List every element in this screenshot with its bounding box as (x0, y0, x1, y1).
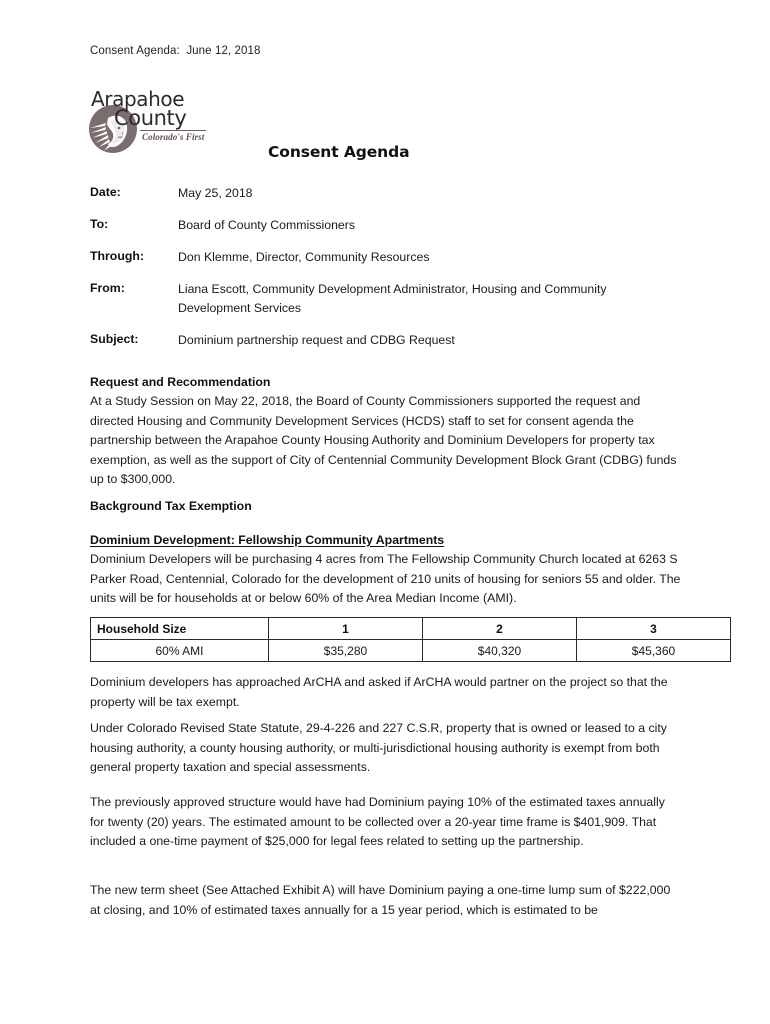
section-previous-structure (90, 793, 682, 852)
memo-label-date: Date: (90, 185, 121, 199)
logo-line-arapahoe: Arapahoe (91, 87, 185, 111)
logo-divider-rule (140, 130, 206, 131)
memo-label-subject: Subject: (90, 332, 139, 346)
running-header: Consent Agenda: June 12, 2018 (90, 45, 261, 57)
memo-label-from: From: (90, 281, 125, 295)
heading-background-tax-exemption: Background Tax Exemption (90, 499, 252, 513)
memo-row-date (90, 184, 690, 203)
memo-value-through: Don Klemme, Director, Community Resources (178, 250, 430, 264)
memo-row-through (90, 248, 690, 267)
paragraph-colorado-statute: Under Colorado Revised State Statute, 29-4-226 and 227 C.S.R, property that is owned or leased to a city housing authority, a county housing authority, or multi-jurisdictional housing authority is exempt from both general property taxation and special assessments. (90, 721, 667, 775)
household-size-ami-table (90, 617, 731, 662)
paragraph-new-term-sheet: The new term sheet (See Attached Exhibit A) will have Dominium paying a one-time lump sum of $222,000 at closing, and 10% of estimated taxes annually for a 15 year period, which is estimated to be (90, 883, 671, 917)
heading-dominium-development: Dominium Development: Fellowship Community Apartments (90, 533, 445, 547)
logo-wordmark (88, 88, 218, 160)
memo-label-to: To: (90, 217, 109, 231)
table-header-household-size: Household Size (91, 618, 269, 640)
paragraph-request-and-recommendation: At a Study Session on May 22, 2018, the Board of County Commissioners supported the request and directed Housing and Community Development Services (HCDS) staff to set for consent agenda the partnership between the Arapahoe County Housing Authority and Dominium Developers for property tax exemption, as well as the support of City of Centennial Community Development Block Grant (CDBG) funds up to $300,000. (90, 394, 677, 487)
table-header-size-3: 3 (577, 618, 731, 640)
page-title: Consent Agenda (268, 143, 410, 161)
memo-row-from (90, 280, 690, 318)
table-row-header (91, 618, 731, 640)
table-cell-ami-size-1: $35,280 (269, 640, 423, 662)
table-cell-ami-size-3: $45,360 (577, 640, 731, 662)
section-archa-partnership (90, 673, 682, 712)
memo-row-subject (90, 331, 690, 350)
table-cell-ami-label: 60% AMI (91, 640, 269, 662)
table-header-size-2: 2 (423, 618, 577, 640)
memo-value-from: Liana Escott, Community Development Administrator, Housing and Community Development Services (178, 282, 607, 315)
table-header-size-1: 1 (269, 618, 423, 640)
logo-line-county: County (114, 106, 187, 130)
memo-value-to: Board of County Commissioners (178, 218, 356, 232)
section-colorado-statute (90, 719, 682, 778)
section-request-and-recommendation (90, 373, 682, 490)
paragraph-dominium-development: Dominium Developers will be purchasing 4 acres from The Fellowship Community Church located at 6263 S Parker Road, Centennial, Colorado for the development of 210 units of housing for seniors 55 and older. The units will be for households at or below 60% of the Area Median Income (AMI). (90, 552, 681, 606)
heading-request-and-recommendation: Request and Recommendation (90, 375, 271, 389)
memo-row-to (90, 216, 690, 235)
table-cell-ami-size-2: $40,320 (423, 640, 577, 662)
logo-tagline: Colorado's First (142, 132, 205, 142)
section-new-term-sheet (90, 881, 682, 920)
memo-value-subject: Dominium partnership request and CDBG Request (178, 333, 455, 347)
table-row-60-percent-ami (91, 640, 731, 662)
memo-label-through: Through: (90, 249, 144, 263)
memo-header-fields (90, 184, 690, 363)
section-dominium-development (90, 531, 682, 609)
section-background-tax-exemption (90, 497, 682, 516)
arapahoe-county-logo (88, 88, 218, 160)
paragraph-archa-partnership: Dominium developers has approached ArCHA and asked if ArCHA would partner on the project so that the property will be tax exempt. (90, 675, 668, 709)
memo-value-date: May 25, 2018 (178, 186, 253, 200)
paragraph-previous-structure: The previously approved structure would have had Dominium paying 10% of the estimated taxes annually for twenty (20) years. The estimated amount to be collected over a 20-year time frame is $401,909. That included a one-time payment of $25,000 for legal fees related to setting up the partnership. (90, 795, 665, 849)
